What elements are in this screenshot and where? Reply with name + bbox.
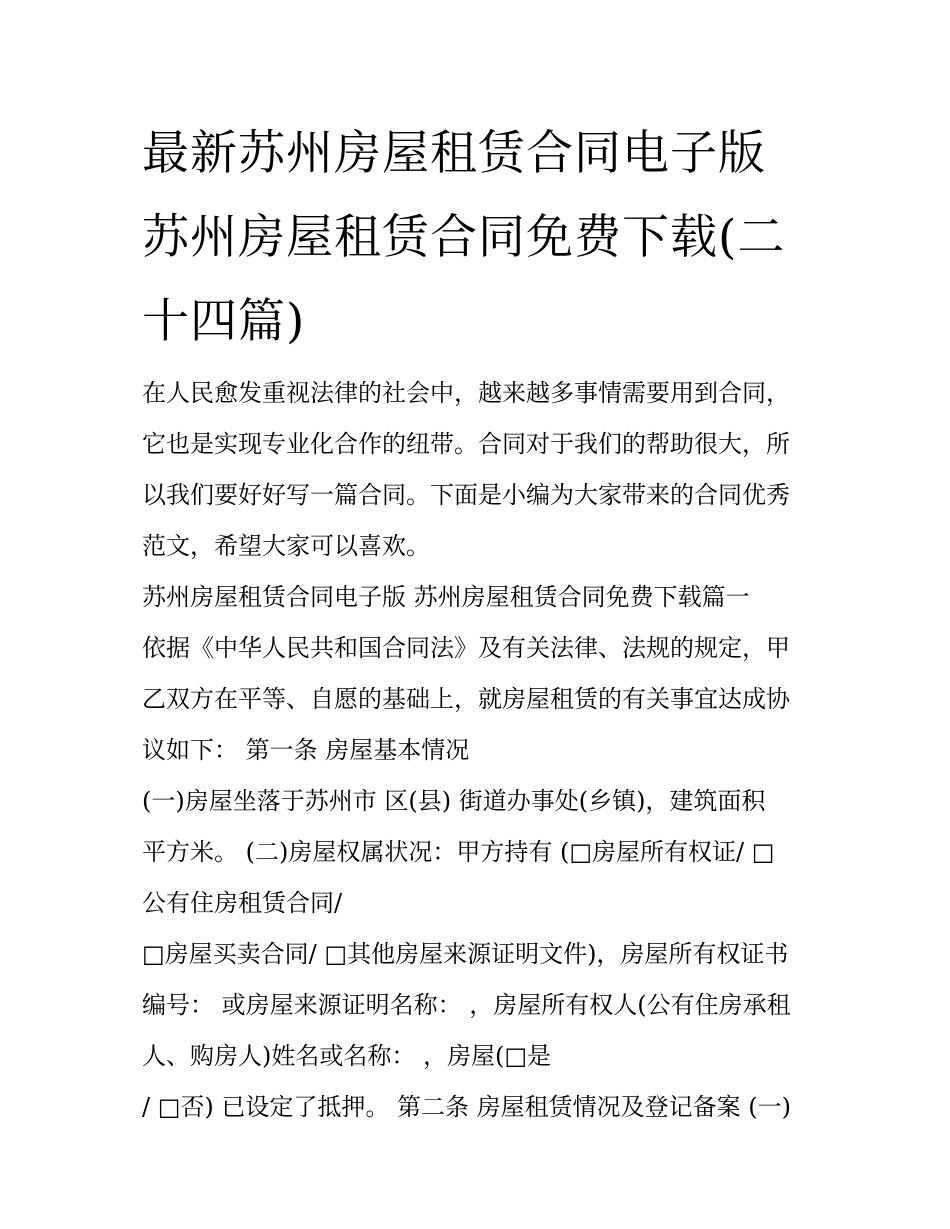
document-body — [142, 368, 822, 1133]
body-line: 它也是实现专业化合作的纽带。合同对于我们的帮助很大，所 — [142, 430, 790, 458]
title-line: 苏州房屋租赁合同免费下载(二 — [142, 210, 786, 265]
body-line: 编号： 或房屋来源证明名称： ，房屋所有权人(公有住房承租 — [142, 991, 791, 1019]
body-line: 依据《中华人民共和国合同法》及有关法律、法规的规定，甲 — [142, 634, 790, 662]
body-line: 在人民愈发重视法律的社会中，越来越多事情需要用到合同， — [142, 379, 790, 407]
body-line: 议如下： 第一条 房屋基本情况 — [142, 736, 470, 764]
body-line: 范文，希望大家可以喜欢。 — [142, 532, 430, 560]
document-title — [142, 112, 822, 364]
body-line: 平方米。 (二)房屋权属状况：甲方持有 (□房屋所有权证/ □ — [142, 838, 775, 866]
body-line: 公有住房租赁合同/ — [142, 889, 343, 917]
title-line: 最新苏州房屋租赁合同电子版 — [142, 126, 766, 181]
title-line: 十四篇) — [142, 294, 306, 349]
body-line: □房屋买卖合同/ □其他房屋来源证明文件)，房屋所有权证书 — [142, 940, 789, 968]
section-heading: 苏州房屋租赁合同电子版 苏州房屋租赁合同免费下载篇一 — [142, 583, 750, 611]
body-line: (一)房屋坐落于苏州市 区(县) 街道办事处(乡镇)，建筑面积 — [142, 787, 766, 815]
body-line: 人、购房人)姓名或名称： ，房屋(□是 — [142, 1042, 552, 1070]
body-line: 乙双方在平等、自愿的基础上，就房屋租赁的有关事宜达成协 — [142, 685, 790, 713]
document-page — [142, 112, 822, 1133]
body-line: 以我们要好好写一篇合同。下面是小编为大家带来的合同优秀 — [142, 481, 790, 509]
body-line: / □否) 已设定了抵押。 第二条 房屋租赁情况及登记备案 (一) — [142, 1093, 791, 1121]
